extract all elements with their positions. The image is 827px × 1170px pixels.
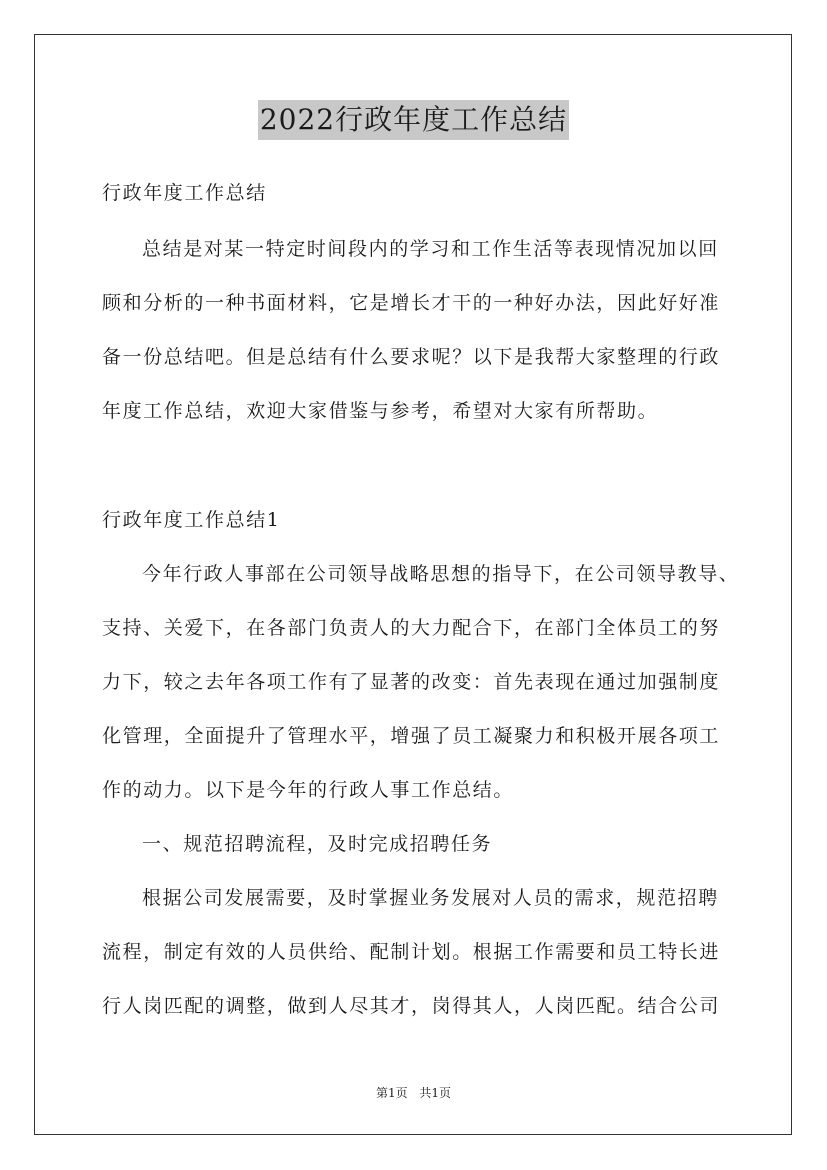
- paragraph-line: 总结是对某一特定时间段内的学习和工作生活等表现情况加以回: [142, 238, 719, 260]
- title-wrap: [0, 100, 827, 140]
- section-heading: 行政年度工作总结1: [102, 509, 281, 531]
- subheading: 一、规范招聘流程，及时完成招聘任务: [142, 833, 493, 855]
- paragraph-line: 备一份总结吧。但是总结有什么要求呢？以下是我帮大家整理的行政: [102, 346, 721, 368]
- paragraph-line: 顾和分析的一种书面材料，它是增长才干的一种好办法，因此好好准: [102, 292, 721, 314]
- paragraph-line: 流程，制定有效的人员供给、配制计划。根据工作需要和员工特长进: [102, 941, 721, 963]
- paragraph-line: 行人岗匹配的调整，做到人尽其才，岗得其人，人岗匹配。结合公司: [102, 995, 721, 1017]
- paragraph-line: 年度工作总结，欢迎大家借鉴与参考，希望对大家有所帮助。: [102, 400, 659, 422]
- paragraph-line: 支持、关爱下，在各部门负责人的大力配合下，在部门全体员工的努: [102, 617, 721, 639]
- paragraph-line: 今年行政人事部在公司领导战略思想的指导下，在公司领导教导、: [142, 563, 740, 585]
- paragraph-line: 化管理，全面提升了管理水平，增强了员工凝聚力和积极开展各项工: [102, 725, 721, 747]
- page-total: 共1页: [419, 1086, 452, 1100]
- document-title: 2022行政年度工作总结: [258, 100, 569, 140]
- page-number: 第1页: [375, 1086, 408, 1100]
- section-heading: 行政年度工作总结: [102, 182, 267, 204]
- paragraph-line: 根据公司发展需要，及时掌握业务发展对人员的需求，规范招聘: [142, 887, 719, 909]
- paragraph-line: 力下，较之去年各项工作有了显著的改变：首先表现在通过加强制度: [102, 671, 721, 693]
- paragraph-line: 作的动力。以下是今年的行政人事工作总结。: [102, 779, 515, 801]
- page-footer: [0, 1084, 827, 1101]
